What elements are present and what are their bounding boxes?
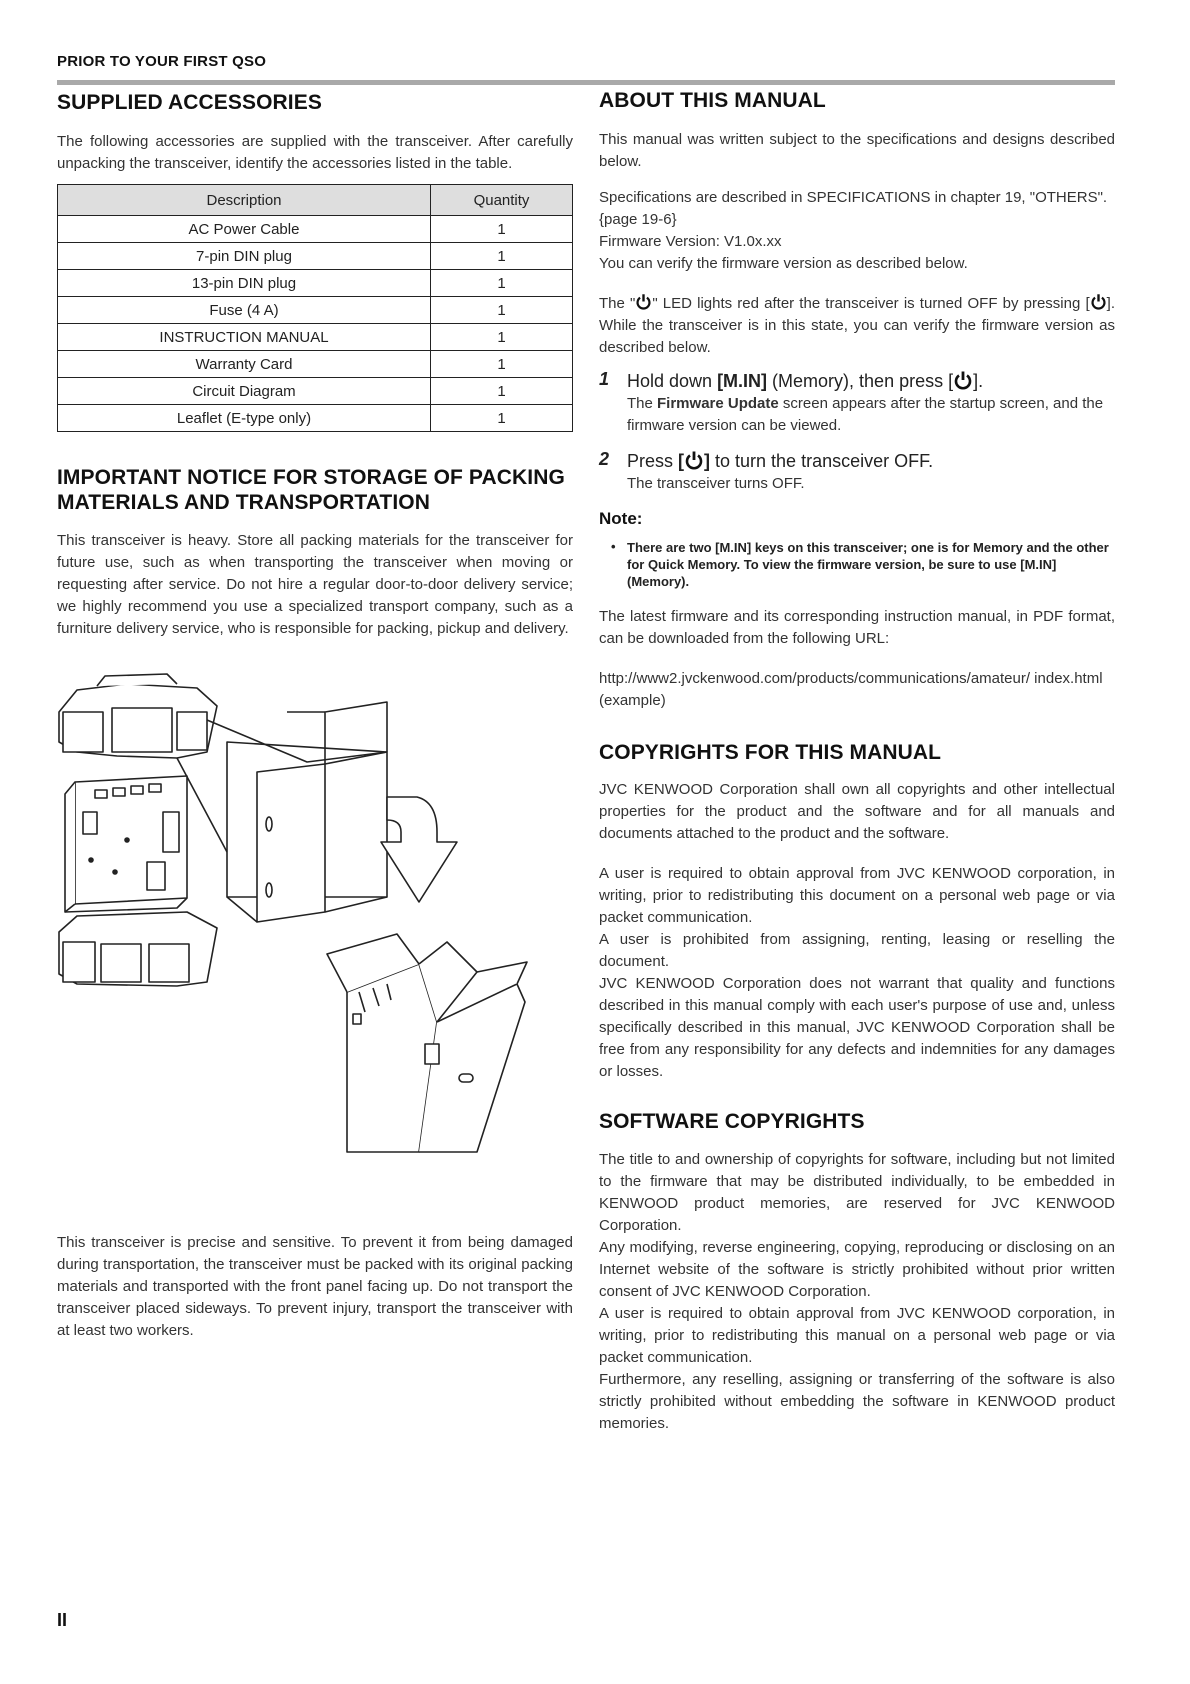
cell-quantity: 1 — [431, 405, 573, 432]
power-icon — [635, 293, 652, 310]
left-column — [57, 90, 573, 1342]
step-2-description: The transceiver turns OFF. — [627, 475, 805, 493]
note-item — [599, 539, 1115, 590]
table-row — [58, 270, 573, 297]
packing-illustration — [57, 672, 573, 1207]
cell-description: 13-pin DIN plug — [58, 270, 431, 297]
step-1-title: Hold down [M.IN] (Memory), then press [ ]. — [627, 371, 984, 392]
cell-quantity: 1 — [431, 216, 573, 243]
table-row — [58, 243, 573, 270]
supplied-accessories-heading: SUPPLIED ACCESSORIES — [57, 91, 322, 114]
about-page-ref: {page 19-6} — [599, 211, 677, 229]
about-spec-line: Specifications are described in SPECIFICATIONS in chapter 19, "OTHERS". — [599, 189, 1108, 207]
copyrights-paragraph-1: JVC KENWOOD Corporation shall own all copyrights and other intellectual properties for the product and the software and for all manuals and documents attached to the product and the software. — [599, 781, 1115, 843]
about-intro: This manual was written subject to the specifications and designs described below. — [599, 131, 1115, 171]
right-column — [599, 88, 1115, 1435]
page-number: II — [57, 1610, 68, 1630]
about-verify: You can verify the firmware version as described below. — [599, 255, 968, 273]
step-2 — [599, 449, 1115, 495]
cell-quantity: 1 — [431, 324, 573, 351]
note-heading: Note: — [599, 509, 643, 529]
step-2-title: Press [ ] to turn the transceiver OFF. — [627, 451, 934, 472]
power-icon — [684, 450, 704, 470]
table-row — [58, 216, 573, 243]
step-1-description: The Firmware Update screen appears after the startup screen, and the firmware version can be viewed. — [627, 395, 1104, 435]
accessories-table — [57, 184, 573, 432]
header-rule — [57, 80, 1115, 85]
cell-description: Warranty Card — [58, 351, 431, 378]
section-header: PRIOR TO YOUR FIRST QSO — [57, 53, 267, 70]
copyrights-paragraph-2: A user is required to obtain approval from JVC KENWOOD corporation, in writing, prior to redistributing this document on a personal web page or via packet communication. — [599, 865, 1115, 927]
storage-paragraph-1: This transceiver is heavy. Store all packing materials for the transceiver for future use, such as when transporting the transceiver when moving or requesting after service. Do not hire a regular door-to-door delivery service; we highly recommend you use a specialized transport company, such as a furniture delivery service, who is responsible for packing, pickup and delivery. — [57, 531, 573, 637]
note-text: There are two [M.IN] keys on this transceiver; one is for Memory and the other for Quick Memory. To view the firmware version, be sure to use [M.IN] (Memory). — [627, 540, 1109, 590]
power-icon — [953, 370, 973, 390]
table-row — [58, 324, 573, 351]
latest-firmware-paragraph: The latest firmware and its corresponding instruction manual, in PDF format, can be downloaded from the following URL: — [599, 608, 1115, 648]
cell-description: Circuit Diagram — [58, 378, 431, 405]
firmware-url: http://www2.jvckenwood.com/products/communications/amateur/ index.html (example) — [599, 670, 1103, 710]
cell-quantity: 1 — [431, 243, 573, 270]
table-row — [58, 297, 573, 324]
software-paragraph-4: Furthermore, any reselling, assigning or transferring of the software is also strictly prohibited without embedding the software in KENWOOD product memories. — [599, 1370, 1115, 1432]
about-led-paragraph: The " " LED lights red after the transceiver is turned OFF by pressing [ ]. While the transceiver is in this state, you can verify the firmware version as described below. — [599, 295, 1115, 357]
step-number: 2 — [599, 449, 610, 470]
software-paragraph-1: The title to and ownership of copyrights for software, including but not limited to the firmware that may be distributed individually, to be embedded in KENWOOD product memories, are reserved for JVC KENWOOD Corporation. — [599, 1150, 1115, 1234]
software-paragraph-3: A user is required to obtain approval from JVC KENWOOD corporation, in writing, prior to redistributing this manual on a personal web page or via packet communication. — [599, 1304, 1115, 1366]
power-icon — [1090, 293, 1107, 310]
step-number: 1 — [599, 369, 610, 390]
column-header-description: Description — [58, 185, 431, 216]
bullet: • — [611, 539, 616, 555]
cell-description: AC Power Cable — [58, 216, 431, 243]
about-manual-heading: ABOUT THIS MANUAL — [599, 89, 826, 112]
column-header-quantity: Quantity — [431, 185, 573, 216]
cell-description: Leaflet (E-type only) — [58, 405, 431, 432]
storage-heading-line1: IMPORTANT NOTICE FOR STORAGE OF PACKING — [57, 466, 565, 490]
copyrights-heading: COPYRIGHTS FOR THIS MANUAL — [599, 741, 942, 765]
software-paragraph-2: Any modifying, reverse engineering, copying, reproducing or disclosing on an Internet website of the software is strictly prohibited without prior written consent of JVC KENWOOD Corporation. — [599, 1238, 1115, 1300]
cell-quantity: 1 — [431, 378, 573, 405]
cell-description: Fuse (4 A) — [58, 297, 431, 324]
step-1 — [599, 369, 1115, 437]
min-key-label: [M.IN] — [717, 371, 768, 392]
copyrights-paragraph-4: JVC KENWOOD Corporation does not warrant that quality and functions described in this manual comply with each user's purpose of use and, unless specifically described in this manual, JVC KENWOOD Corporation shall be free from any responsibility for any defects and indemnities for any damages or losses. — [599, 975, 1115, 1081]
table-row — [58, 351, 573, 378]
about-firmware-version: Firmware Version: V1.0x.xx — [599, 233, 782, 251]
table-row — [58, 405, 573, 432]
cell-quantity: 1 — [431, 297, 573, 324]
cell-description: INSTRUCTION MANUAL — [58, 324, 431, 351]
table-header-row — [58, 185, 573, 216]
storage-heading — [57, 465, 573, 515]
copyrights-paragraph-3: A user is prohibited from assigning, renting, leasing or reselling the document. — [599, 931, 1115, 971]
storage-paragraph-2: This transceiver is precise and sensitive. To prevent it from being damaged during transportation, the transceiver must be packed with its original packing materials and transported with the front panel facing up. Do not transport the transceiver placed sideways. To prevent injury, transport the transceiver with at least two workers. — [57, 1233, 573, 1339]
storage-heading-line2: MATERIALS AND TRANSPORTATION — [57, 491, 430, 515]
software-copyrights-heading: SOFTWARE COPYRIGHTS — [599, 1110, 865, 1134]
cell-description: 7-pin DIN plug — [58, 243, 431, 270]
table-row — [58, 378, 573, 405]
cell-quantity: 1 — [431, 351, 573, 378]
supplied-intro: The following accessories are supplied with the transceiver. After carefully unpacking the transceiver, identify the accessories listed in the table. — [57, 133, 573, 173]
cell-quantity: 1 — [431, 270, 573, 297]
